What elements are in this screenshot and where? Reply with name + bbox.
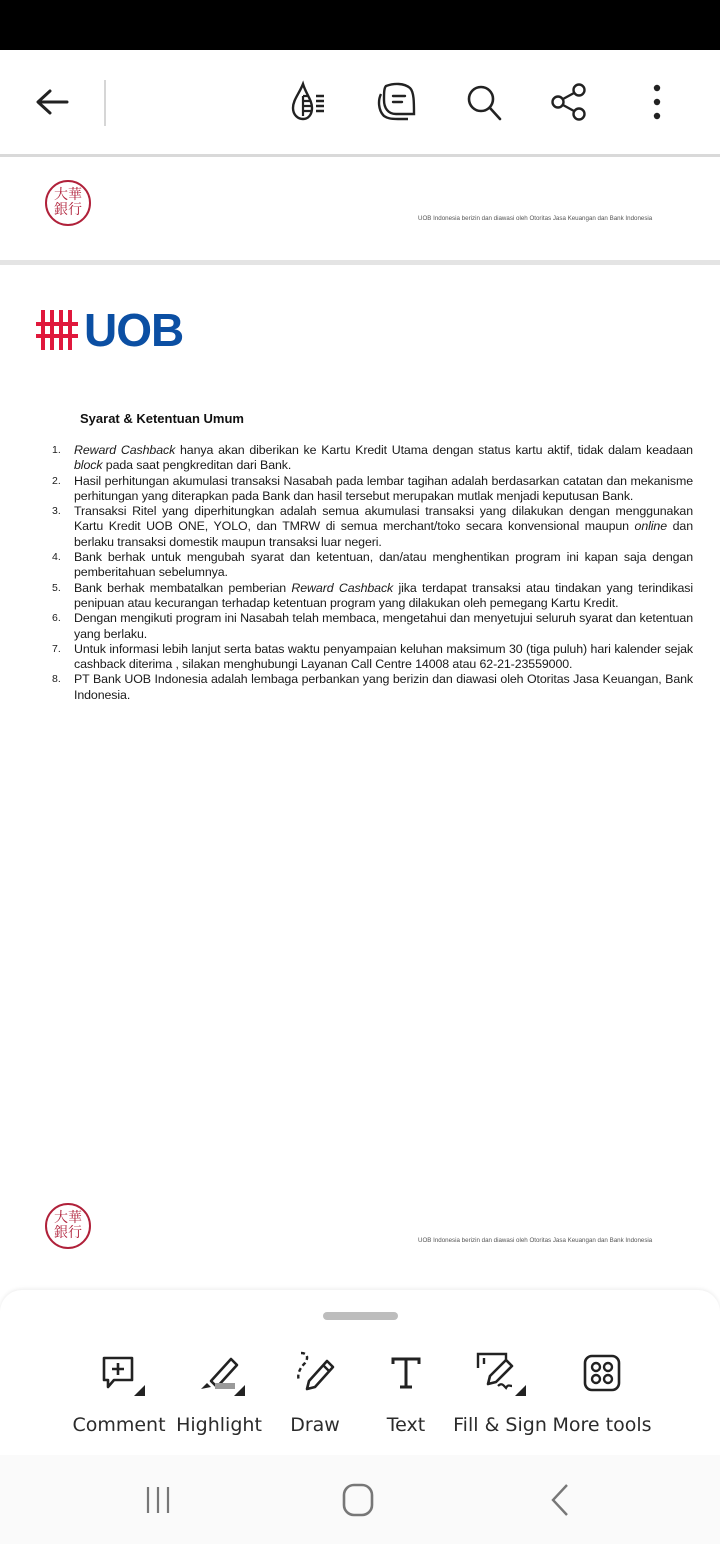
tool-draw[interactable] [290, 1350, 340, 1440]
submenu-indicator [515, 1385, 526, 1396]
term-segment: Untuk informasi lebih lanjut serta batas waktu penyampaian keluhan maksimum 30 (tiga puluh) hari kalender sejak cashback diterima , silakan menghubungi Layanan Call Centre 14008 atau 62-21-23559000. [74, 641, 693, 672]
tool-fill-sign[interactable] [453, 1350, 547, 1440]
term-number: 5. [52, 581, 61, 594]
tool-label: Fill & Sign [453, 1414, 547, 1436]
uob-bars-icon [36, 310, 80, 350]
share-button[interactable] [546, 78, 594, 126]
term-segment: Dengan mengikuti program ini Nasabah telah membaca, mengetahui dan menyetujui seluruh syarat dan ketentuan yang berlaku. [74, 611, 693, 641]
home-icon [342, 1483, 374, 1517]
submenu-indicator [234, 1385, 245, 1396]
term-item [48, 642, 693, 673]
term-emphasis: Reward Cashback [74, 443, 176, 457]
term-number: 2. [52, 474, 61, 487]
seal-text: 大華銀行 [54, 187, 82, 218]
term-number: 3. [52, 505, 61, 518]
term-segment: dan berlaku transaksi domestik maupun transaksi luar negeri. [74, 519, 694, 549]
tool-label: More tools [552, 1414, 652, 1436]
term-text [74, 611, 693, 642]
tool-label: Highlight [176, 1414, 262, 1436]
term-segment: Transaksi Ritel yang diperhitungkan adalah semua akumulasi transaksi yang dilakukan dengan menggunakan Kartu Kredit UOB ONE, YOLO, dan TMRW di semua merchant/toko secara konvensional maupun [74, 504, 693, 534]
comments-list-icon [374, 80, 418, 124]
text-icon [390, 1355, 422, 1391]
term-text [74, 443, 693, 474]
term-number: 7. [52, 642, 61, 655]
term-item [48, 672, 693, 703]
tool-highlight[interactable] [176, 1350, 262, 1440]
tool-more-tools[interactable] [552, 1350, 652, 1440]
draw-pencil-icon [293, 1351, 337, 1395]
term-item [48, 581, 693, 612]
tool-label: Comment [72, 1414, 166, 1436]
share-icon [549, 81, 591, 123]
term-number: 1. [52, 444, 61, 456]
liquid-mode-button[interactable] [287, 78, 335, 126]
system-back-button[interactable] [530, 1475, 590, 1525]
recent-apps-button[interactable] [128, 1475, 188, 1525]
tool-label: Draw [290, 1414, 340, 1436]
tools-bottom-sheet [0, 1290, 720, 1455]
page-separator [0, 260, 720, 265]
page-footer-note: UOB Indonesia berizin dan diawasi oleh Otoritas Jasa Keuangan dan Bank Indonesia [418, 215, 653, 222]
uob-seal-logo-footer [45, 1203, 91, 1249]
term-text [74, 474, 693, 505]
sheet-drag-handle[interactable] [323, 1312, 398, 1320]
liquid-mode-icon [289, 80, 333, 124]
status-bar [0, 0, 720, 50]
term-text [74, 642, 693, 673]
arrow-left-icon [34, 87, 70, 117]
tool-text[interactable] [385, 1350, 427, 1440]
term-item [48, 550, 693, 581]
submenu-indicator [134, 1385, 145, 1396]
back-button[interactable] [28, 78, 76, 126]
term-text [74, 672, 693, 703]
term-emphasis: Reward Cashback [291, 580, 394, 595]
term-segment: Bank berhak untuk mengubah syarat dan ketentuan, dan/atau menghentikan program ini kapan saja dengan pemberitahuan sebelumnya. [74, 550, 693, 580]
search-button[interactable] [460, 78, 508, 126]
back-icon [550, 1483, 570, 1517]
term-text [74, 581, 693, 612]
page-footer-note-2: UOB Indonesia berizin dan diawasi oleh Otoritas Jasa Keuangan dan Bank Indonesia [418, 1237, 653, 1244]
grid-icon [582, 1353, 622, 1393]
uob-logo-text: UOB [84, 304, 184, 356]
comments-button[interactable] [372, 78, 420, 126]
uob-seal-logo [45, 180, 91, 226]
term-number: 4. [52, 551, 61, 564]
toolbar-divider [104, 80, 106, 126]
uob-logo [36, 304, 184, 356]
term-text [74, 550, 693, 581]
top-toolbar [0, 50, 720, 155]
term-item [48, 474, 693, 505]
term-segment: hanya akan diberikan ke Kartu Kredit Utama dengan status kartu aktif, tidak dalam keadaan [175, 443, 693, 457]
term-segment: Hasil perhitungan akumulasi transaksi Nasabah pada lembar tagihan adalah berdasarkan catatan dan mekanisme perhitungan yang diterapkan pada Bank dan hasil tersebut merupakan mutlak menjadi keputusan Bank. [74, 473, 693, 503]
term-emphasis: online [634, 519, 668, 534]
tool-label: Text [386, 1414, 426, 1436]
document-title: Syarat & Ketentuan Umum [80, 411, 244, 426]
term-segment: PT Bank UOB Indonesia adalah lembaga perbankan yang berizin dan diawasi oleh Otoritas Jasa Keuangan, Bank Indonesia. [74, 672, 693, 702]
home-button[interactable] [328, 1475, 388, 1525]
terms-list [48, 443, 693, 703]
term-item [48, 504, 693, 550]
term-item [48, 443, 693, 474]
term-number: 8. [52, 673, 61, 686]
term-number: 6. [52, 612, 61, 625]
more-options-button[interactable] [633, 78, 681, 126]
system-nav-bar [0, 1455, 720, 1544]
term-emphasis: block [74, 458, 103, 473]
search-icon [464, 82, 504, 122]
term-segment: jika terdapat transaksi atau tindakan yang terindikasi penipuan atau kecurangan terhadap ketentuan program yang dilakukan oleh pemegang Kartu Kredit. [74, 580, 693, 610]
term-item [48, 611, 693, 642]
term-segment: pada saat pengkreditan dari Bank. [102, 458, 292, 473]
term-text [74, 504, 693, 550]
term-segment: Bank berhak membatalkan pemberian [74, 580, 292, 595]
seal-text-footer: 大華銀行 [54, 1210, 82, 1241]
recent-apps-icon [143, 1485, 173, 1515]
comment-add-icon [99, 1353, 139, 1393]
more-vertical-icon [651, 82, 663, 122]
tool-comment[interactable] [72, 1350, 166, 1440]
